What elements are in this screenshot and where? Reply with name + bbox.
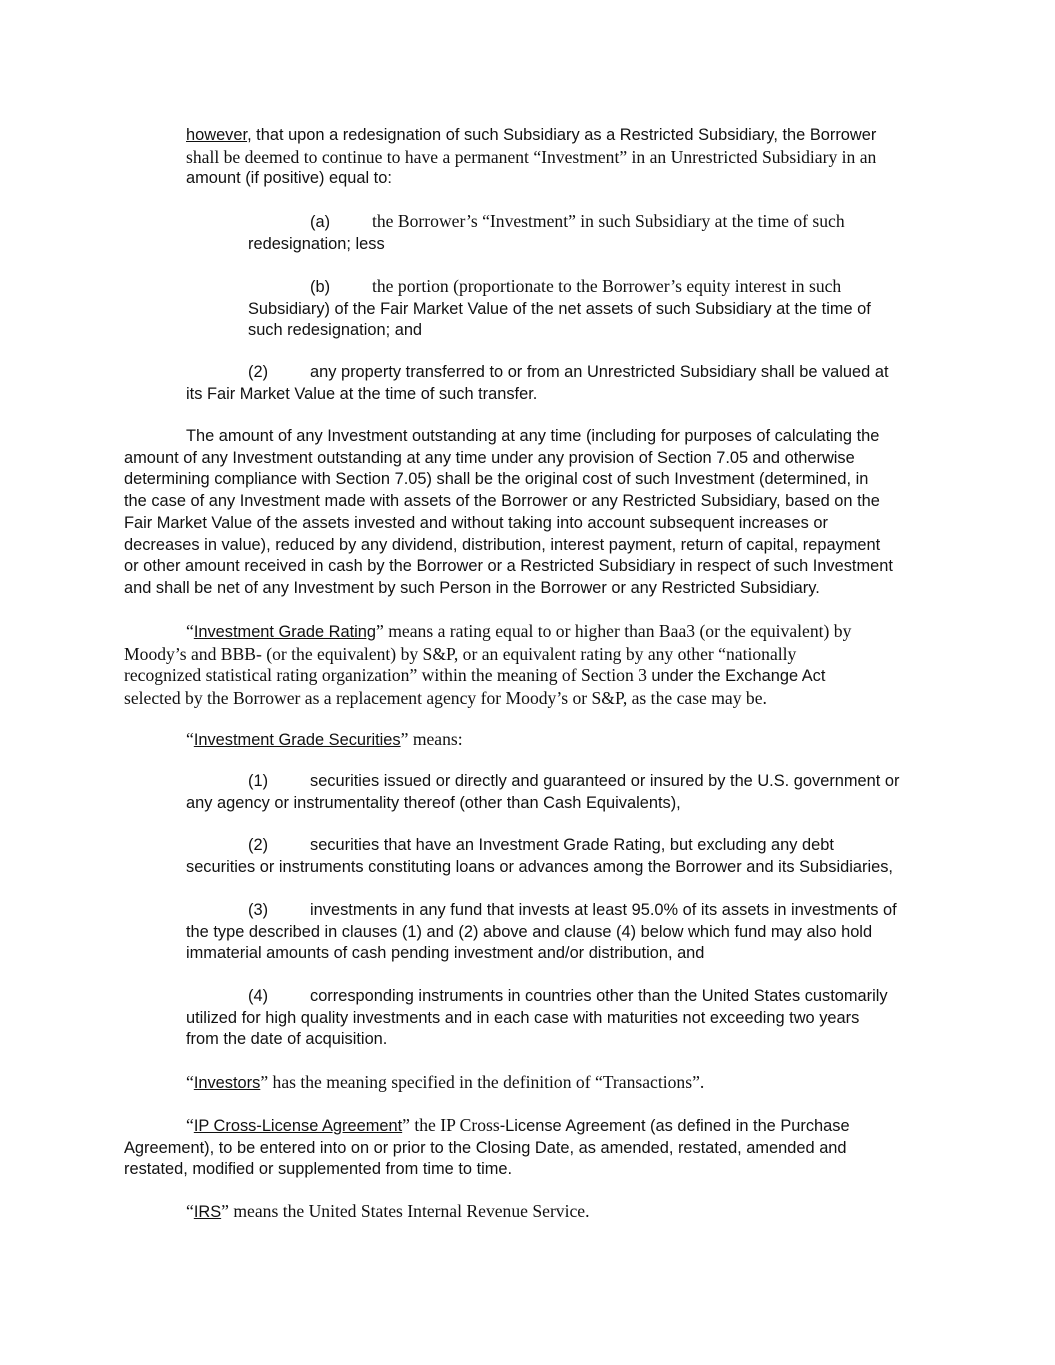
text-line: Agreement), to be entered into on or prior to the Closing Date, as amended, restated, amended and <box>124 1138 847 1157</box>
investment-amount-paragraph <box>124 426 893 600</box>
text-line: redesignation; less <box>248 234 385 253</box>
term-irs: IRS <box>193 1203 222 1221</box>
term-ip-cross-license-agreement: IP Cross-License Agreement <box>193 1117 403 1135</box>
securities-clause-4 <box>186 986 888 1051</box>
text-line: securities or instruments constituting loans or advances among the Borrower and its Subsidiaries, <box>186 857 893 876</box>
text-line: recognized statistical rating organization” within the meaning of Section 3 <box>124 665 652 686</box>
text-line: securities that have an Investment Grade Rating, but excluding any debt <box>310 836 834 854</box>
definition-investors <box>186 1072 704 1095</box>
text-line: the portion (proportionate to the Borrower’s equity interest in such <box>372 276 842 296</box>
text-line: selected by the Borrower as a replacement agency for Moody’s or S&P, as the case may be. <box>124 688 767 709</box>
text-line: investments in any fund that invests at least 95.0% of its assets in investments of <box>310 901 897 919</box>
text-line: shall be deemed to continue to have a permanent “Investment” in an Unrestricted Subsidiary in an <box>186 146 877 167</box>
quote-mark: “ <box>186 1072 194 1092</box>
text-line: Moody’s and BBB- (or the equivalent) by S&P, or an equivalent rating by any other “nationally <box>124 643 797 664</box>
clause-label: (3) <box>248 901 269 919</box>
text-line: securities issued or directly and guaranteed or insured by the U.S. government or <box>310 772 900 790</box>
text-line: any agency or instrumentality thereof (other than Cash Equivalents), <box>186 793 681 812</box>
term-investors: Investors <box>193 1074 261 1092</box>
text-line: its Fair Market Value at the time of such transfer. <box>186 384 538 403</box>
quote-mark: “ <box>186 1115 194 1135</box>
text-line: ” the IP Cross <box>402 1115 500 1135</box>
text-line: ” means the United States Internal Revenue Service. <box>221 1201 590 1221</box>
clause-label: (4) <box>248 987 269 1005</box>
text-line: -License Agreement (as defined in the Purchase <box>499 1117 850 1135</box>
clause-label: (1) <box>248 772 269 790</box>
definition-ip-cross-license-agreement <box>124 1115 850 1181</box>
text-line: decreases in value), reduced by any dividend, distribution, interest payment, return of capital, repayment <box>124 535 881 554</box>
text-line: , that upon a redesignation of such Subsidiary as a Restricted Subsidiary, the Borrower <box>247 126 877 144</box>
securities-clause-3 <box>186 900 897 965</box>
clause-label: (2) <box>248 363 269 381</box>
text-line: ” means a rating equal to or higher than Baa3 (or the equivalent) by <box>376 621 852 641</box>
text-line: The amount of any Investment outstanding at any time (including for purposes of calculating the <box>186 427 880 445</box>
text-line: Subsidiary) of the Fair Market Value of the net assets of such Subsidiary at the time of <box>248 299 871 318</box>
text-line: restated, modified or supplemented from time to time. <box>124 1160 513 1179</box>
quote-mark: “ <box>186 1201 194 1221</box>
text-line: or other amount received in cash by the Borrower or a Restricted Subsidiary in respect of such Investment <box>124 557 893 576</box>
clause-label: (a) <box>310 213 331 231</box>
text-line: such redesignation; and <box>248 321 423 340</box>
clause-2-transfer <box>186 362 889 405</box>
text-line: immaterial amounts of cash pending investment and/or distribution, and <box>186 944 705 963</box>
text-line: amount (if positive) equal to: <box>186 169 392 188</box>
term-investment-grade-rating: Investment Grade Rating <box>193 623 377 641</box>
text-line: and shall be net of any Investment by such Person in the Borrower or any Restricted Subsidiary. <box>124 578 820 597</box>
securities-clause-2 <box>186 835 893 878</box>
redesignation-paragraph <box>186 125 876 190</box>
text-line: ” means: <box>400 729 463 749</box>
text-line: Fair Market Value of the assets invested and without taking into account subsequent increases or <box>124 513 828 532</box>
text-line: corresponding instruments in countries other than the United States customarily <box>310 987 888 1005</box>
text-line: determining compliance with Section 7.05) shall be the original cost of such Investment (determined, in <box>124 470 869 489</box>
definition-investment-grade-securities <box>186 729 463 752</box>
quote-mark: “ <box>186 621 194 641</box>
text-line: ” has the meaning specified in the definition of “Transactions”. <box>260 1072 705 1092</box>
clause-label: (2) <box>248 836 269 854</box>
text-line: from the date of acquisition. <box>186 1030 388 1049</box>
definition-investment-grade-rating <box>124 621 851 710</box>
text-line: the case of any Investment made with assets of the Borrower or any Restricted Subsidiary, based on the <box>124 492 880 511</box>
clause-b <box>248 276 871 342</box>
text-line: under the Exchange Act <box>651 667 826 686</box>
text-line: amount of any Investment outstanding at any time under any provision of Section 7.05 and otherwise <box>124 448 855 467</box>
text-line: the type described in clauses (1) and (2) above and clause (4) below which fund may also hold <box>186 922 873 941</box>
term-investment-grade-securities: Investment Grade Securities <box>193 731 401 749</box>
securities-clause-1 <box>186 771 899 814</box>
definition-irs <box>186 1201 590 1224</box>
text-line: the Borrower’s “Investment” in such Subsidiary at the time of such <box>372 211 845 231</box>
clause-label: (b) <box>310 278 331 296</box>
text-line: utilized for high quality investments and in each case with maturities not exceeding two years <box>186 1008 860 1027</box>
quote-mark: “ <box>186 729 194 749</box>
clause-a <box>248 211 845 255</box>
text-line: any property transferred to or from an Unrestricted Subsidiary shall be valued at <box>310 363 889 381</box>
term-however: however <box>186 126 248 144</box>
